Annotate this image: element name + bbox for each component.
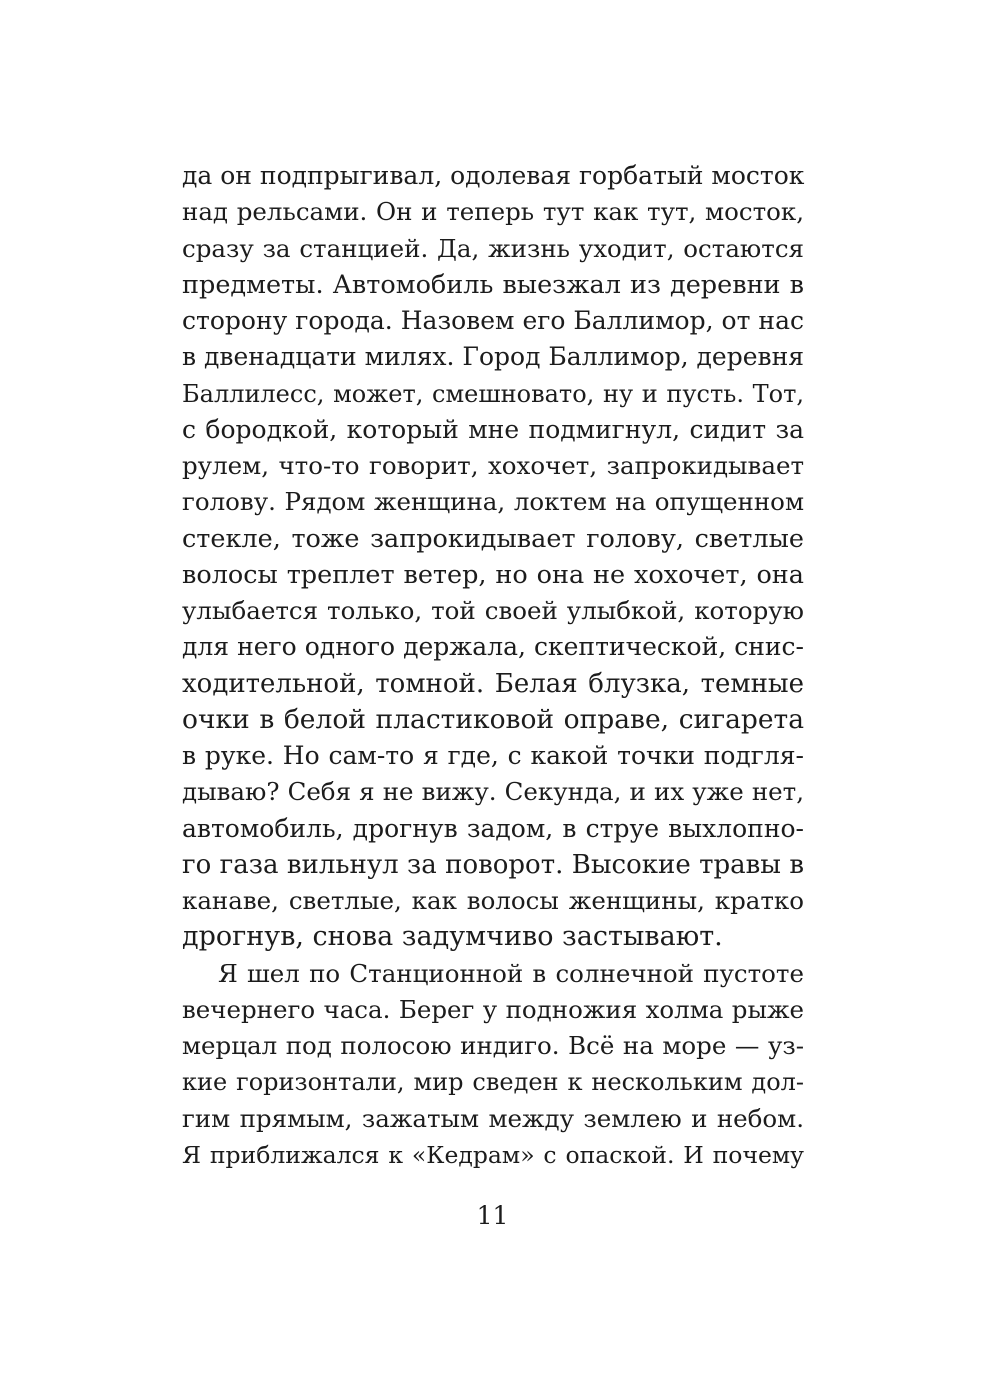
text-line: стекле, тоже запрокидывает голову, светлые [182,523,804,554]
text-line: кие горизонтали, мир сведен к нескольким дол- [182,1068,804,1097]
text-line: в руке. Но сам-то я где, с какой точки подгля- [182,741,804,770]
text-line: Я шел по Станционной в солнечной пустоте [218,958,804,988]
text-line: да он подпрыгивал, одолевая горбатый мосток [182,161,805,190]
text-line: гим прямым, зажатым между землею и небом. [182,1103,804,1133]
text-line: дываю? Себя я не вижу. Секунда, и их уже нет, [182,777,804,807]
text-line: го газа вильнул за поворот. Высокие травы в [182,849,804,880]
text-line: очки в белой пластиковой оправе, сигарета [182,703,804,735]
paragraph-1 [182,158,804,956]
text-line: в двенадцати милях. Город Баллимор, деревня [182,342,805,372]
page-body [182,158,804,1173]
text-line: Я приближался к «Кедрам» с опаской. И почему [182,1140,804,1169]
text-line: над рельсами. Он и теперь тут как тут, мосток, [182,197,804,227]
text-line: с бородкой, который мне подмигнул, сидит за [182,414,804,444]
page-number: 11 [476,1201,509,1230]
text-line: дрогнув, снова задумчиво застывают. [182,921,723,953]
text-line: канаве, светлые, как волосы женщины, кратко [182,886,804,915]
text-line: улыбается только, той своей улыбкой, которую [182,596,804,625]
text-line: рулем, что-то говорит, хохочет, запрокидывает [182,451,804,480]
text-line: волосы треплет ветер, но она не хохочет, она [182,559,804,590]
paragraph-2 [182,956,804,1174]
text-line: для него одного держала, скептической, снис- [182,632,804,662]
text-line: Баллилесс, может, смешновато, ну и пусть. Тот, [182,379,804,408]
text-line: сразу за станцией. Да, жизнь уходит, остаются [182,233,804,263]
text-line: ходительной, томной. Белая блузка, темные [182,668,804,699]
text-line: вечернего часа. Берег у подножия холма рыже [182,994,804,1024]
text-line: голову. Рядом женщина, локтем на опущенном [182,487,804,517]
text-line: мерцал под полосою индиго. Всё на море — уз- [182,1031,804,1060]
text-line: автомобиль, дрогнув задом, в струе выхлопно- [182,813,804,843]
text-line: предметы. Автомобиль выезжал из деревни в [182,269,804,300]
text-line: сторону города. Назовем его Баллимор, от нас [182,306,804,335]
